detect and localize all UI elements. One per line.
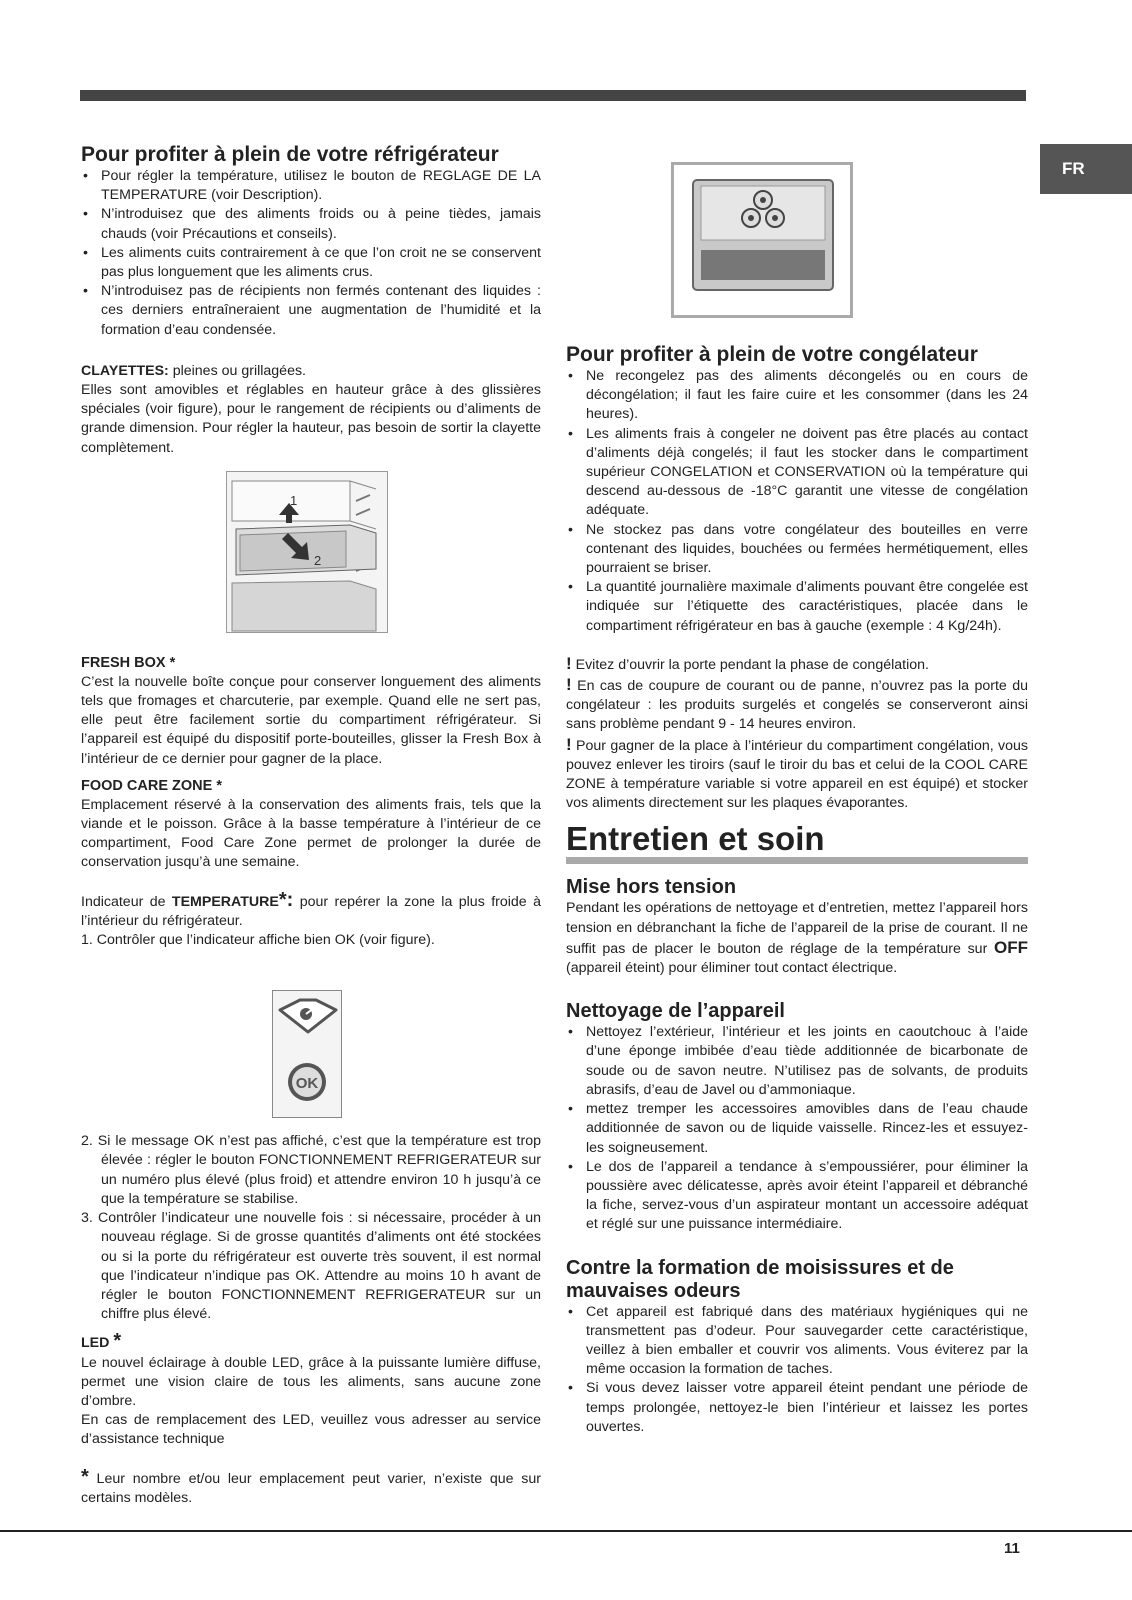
temp-steps bbox=[81, 1132, 541, 1324]
language-tab: FR bbox=[1040, 144, 1132, 194]
mold-bullet-list bbox=[566, 1303, 1028, 1437]
led-heading bbox=[81, 1332, 541, 1353]
list-item: • N’introduisez que des aliments froids ou à peine tièdes, jamais chauds (voir Précautions et conseils). bbox=[81, 205, 541, 243]
warning-1 bbox=[566, 654, 1028, 675]
foodcare-title: FOOD CARE ZONE * bbox=[81, 777, 222, 794]
warning-1-text: Evitez d’ouvrir la porte pendant la phase de congélation. bbox=[571, 656, 929, 673]
list-item: • Ne recongelez pas des aliments décongelés ou en cours de décongélation; il faut les faire cuire et les consommer (dans les 24 heures). bbox=[566, 367, 1028, 425]
left-column bbox=[81, 143, 541, 1508]
warning-2 bbox=[566, 675, 1028, 735]
power-text bbox=[566, 899, 1028, 978]
temperature-intro bbox=[81, 888, 541, 931]
freshbox-text: C’est la nouvelle boîte conçue pour conserver longuement des aliments tels que fromages et charcuterie, par exemple. Quand elle ne sert pas, elle peut être facilement sortie du compartiment réfrigérateur. Si l’appareil est équipé du dispositif porte-bouteilles, glisser la Fresh Box à l’intérieur de ce dernier pour gagner de la place. bbox=[81, 673, 541, 767]
clayettes-heading bbox=[81, 362, 541, 381]
list-item: • mettez tremper les accessoires amovibles dans de l’eau chaude additionnée de savon ou de liquide vaisselle. Rincez-les et essuyez-les soigneusement. bbox=[566, 1100, 1028, 1158]
power-title: Mise hors tension bbox=[566, 876, 737, 899]
top-rule bbox=[80, 90, 1026, 101]
exclamation-icon: ! bbox=[566, 675, 572, 695]
list-item: • Le dos de l’appareil a tendance à s’empoussiérer, pour éliminer la poussière avec délicatesse, après avoir éteint l’appareil et débranché la fiche, servez-vous d’un aspirateur montant un accessoire adéquat et réglé sur une puissance intermédiaire. bbox=[566, 1158, 1028, 1235]
clayettes-sub: pleines ou grillagées. bbox=[168, 362, 306, 379]
footnote bbox=[81, 1465, 541, 1508]
temp-step-2: 2. Si le message OK n’est pas affiché, c’est que la température est trop élevée : régler le bouton FONCTIONNEMENT REFRIGERATEUR sur un numéro plus élevé (plus froid) et attendre environ 10 h jusqu’à ce que la température se stabilise. bbox=[81, 1133, 541, 1207]
list-item: • Les aliments cuits contrairement à ce que l’on croit ne se conservent pas plus longuement que les aliments crus. bbox=[81, 244, 541, 282]
freezer-bullet-list bbox=[566, 367, 1028, 636]
list-item: • Pour régler la température, utilisez le bouton de REGLAGE DE LA TEMPERATURE (voir Description). bbox=[81, 167, 541, 205]
page-number: 11 bbox=[1004, 1540, 1020, 1557]
care-title: Entretien et soin bbox=[566, 820, 825, 858]
warning-2-text: En cas de coupure de courant ou de panne, n’ouvrez pas la porte du congélateur : les produits surgelés et congelés se conserveront ainsi sans problème pendant 9 - 14 heures environ. bbox=[566, 678, 1028, 733]
list-item: • N’introduisez pas de récipients non fermés contenant des liquides : ces derniers entraîneraient une augmentation de l’humidité et la formation d’eau condensée. bbox=[81, 282, 541, 340]
freshbox-title: FRESH BOX * bbox=[81, 654, 176, 671]
footnote-star: * bbox=[81, 1465, 89, 1488]
list-item: • Cet appareil est fabriqué dans des matériaux hygiéniques qui ne transmettent pas d’odeur. Pour sauvegarder cette caractéristique, veillez à bien emballer et couvrir vos aliments. Vous éviterez par la même occasion la formation de taches. bbox=[566, 1303, 1028, 1380]
temp-post: pour repérer la zone la plus froide à l’intérieur du réfrigérateur. bbox=[81, 893, 541, 929]
led-title: LED bbox=[81, 1335, 110, 1352]
power-text-post: (appareil éteint) pour éliminer tout contact électrique. bbox=[566, 960, 898, 977]
foodcare-text: Emplacement réservé à la conservation des aliments frais, tels que la viande et le poisson. Grâce à la basse température à l’intérieur de ce compartiment, Food Care Zone permet de prolonger la durée de conservation jusqu’à une semaine. bbox=[81, 796, 541, 871]
clayettes-text: Elles sont amovibles et réglables en hauteur grâce à des glissières spéciales (voir figure), pour le rangement de récipients ou d’aliments de grande dimension. Pour régler la hauteur, pas besoin de sortir la clayette complètement. bbox=[81, 382, 541, 456]
right-column bbox=[566, 343, 1028, 1437]
led-text-2: En cas de remplacement des LED, veuillez vous adresser au service d’assistance technique bbox=[81, 1412, 541, 1448]
temp-step-3: 3. Contrôler l’indicateur une nouvelle fois : si nécessaire, procéder à un nouveau réglage. Si de grosse quantités d’aliments ont été stockées ou si la porte du réfrigérateur est ouverte très souvent, il est normal que l’indicateur n’indique pas OK. Attendre au moins 10 h avant de régler le bouton FONCTIONNEMENT REFRIGERATEUR sur un chiffre plus élevé. bbox=[81, 1210, 541, 1323]
care-section-heading bbox=[566, 821, 1028, 864]
warning-3-text: Pour gagner de la place à l’intérieur du compartiment congélation, vous pouvez enlever les tiroirs (sauf le tiroir du bas et celui de la COOL CARE ZONE à température variable si votre appareil en est équipé) et stocker vos aliments directement sur les plaques évaporantes. bbox=[566, 737, 1028, 812]
freezer-control-figure bbox=[671, 162, 853, 323]
temp-step-1: 1. Contrôler que l’indicateur affiche bien OK (voir figure). bbox=[81, 932, 435, 949]
warning-3 bbox=[566, 735, 1028, 814]
fridge-bullet-list bbox=[81, 167, 541, 340]
bottom-rule bbox=[0, 1530, 1132, 1532]
fridge-title: Pour profiter à plein de votre réfrigérateur bbox=[81, 143, 499, 166]
list-item: • Si vous devez laisser votre appareil éteint pendant une période de temps prolongée, nettoyez-le bien l’intérieur et laissez les portes ouvertes. bbox=[566, 1379, 1028, 1437]
led-text-1: Le nouvel éclairage à double LED, grâce à la puissante lumière diffuse, permet une vision claire de tous les aliments, sans aucune zone d’ombre. bbox=[81, 1354, 541, 1409]
temp-label: TEMPERATURE bbox=[171, 893, 279, 910]
power-off: OFF bbox=[994, 937, 1028, 957]
exclamation-icon: ! bbox=[566, 653, 572, 673]
ok-label: OK bbox=[295, 1075, 319, 1092]
figure-label-1: 1 bbox=[290, 493, 298, 508]
clean-bullet-list bbox=[566, 1023, 1028, 1234]
figure-label-2: 2 bbox=[314, 553, 322, 568]
temp-pre: Indicateur de bbox=[81, 893, 172, 910]
temp-star: *: bbox=[278, 888, 294, 911]
power-text-pre: Pendant les opérations de nettoyage et d’entretien, mettez l’appareil hors tension en débranchant la fiche de l’appareil de la prise de courant. Il ne suffit pas de placer le bouton de réglage de la température sur bbox=[566, 900, 1028, 957]
shelf-figure bbox=[226, 471, 388, 638]
led-star: * bbox=[113, 1330, 122, 1353]
temperature-indicator-figure bbox=[272, 990, 342, 1123]
list-item: • La quantité journalière maximale d’aliments pouvant être congelée est indiquée sur l’étiquette des caractéristiques, placée dans le compartiment réfrigérateur en bas à gauche (exemple : 4 Kg/24h). bbox=[566, 578, 1028, 636]
clean-title: Nettoyage de l’appareil bbox=[566, 1000, 785, 1023]
list-item: • Les aliments frais à congeler ne doivent pas être placés au contact d’aliments déjà congelés; il faut les stocker dans le compartiment supérieur CONGELATION et CONSERVATION où la température qui descend au-dessous de -18°C garantit une vitesse de congélation adéquate. bbox=[566, 425, 1028, 521]
list-item: • Nettoyez l’extérieur, l’intérieur et les joints en caoutchouc à l’aide d’une éponge imbibée d’eau tiède additionnée de bicarbonate de soude ou de savon neutre. N’utilisez pas de solvants, de produits abrasifs, d’eau de Javel ou d’ammoniaque. bbox=[566, 1023, 1028, 1100]
freezer-title: Pour profiter à plein de votre congélateur bbox=[566, 343, 978, 366]
mold-title: Contre la formation de moisissures et de mauvaises odeurs bbox=[566, 1256, 954, 1302]
exclamation-icon: ! bbox=[566, 734, 572, 754]
footnote-text: Leur nombre et/ou leur emplacement peut varier, n’existe que sur certains modèles. bbox=[81, 1470, 541, 1506]
clayettes-label: CLAYETTES: bbox=[81, 362, 169, 379]
list-item: • Ne stockez pas dans votre congélateur des bouteilles en verre contenant des liquides, bouchées ou fermées hermétiquement, elles pourraient se briser. bbox=[566, 521, 1028, 579]
